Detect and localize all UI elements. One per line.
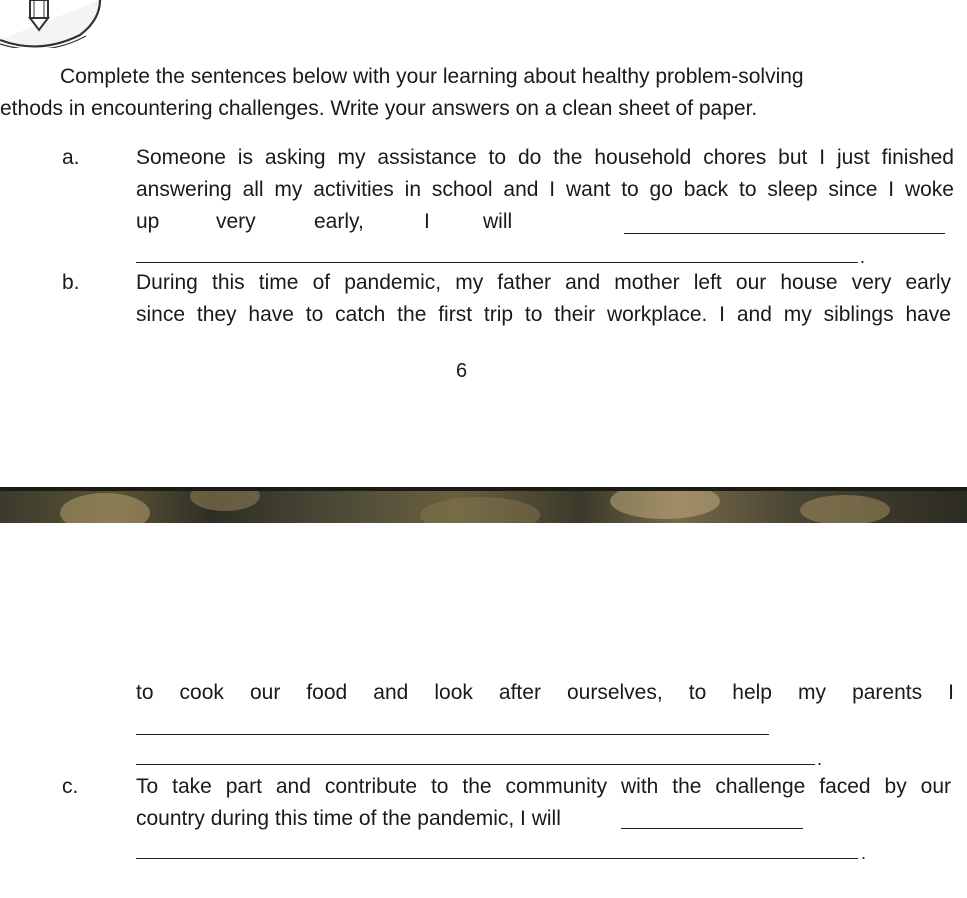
item-a-line-1: Someone is asking my assistance to do the household chores but I just finished	[136, 146, 954, 169]
item-b-continuation: to cook our food and look after ourselves, to help my parents I	[136, 681, 954, 704]
item-a-word-3: early,	[314, 210, 364, 233]
item-a-word-2: very	[216, 210, 256, 233]
item-c-line-1: To take part and contribute to the community with the challenge faced by our	[136, 775, 951, 798]
instruction-line-1: Complete the sentences below with your learning about healthy problem-solving	[60, 65, 804, 88]
item-c-answer-blank-2[interactable]	[136, 858, 858, 859]
item-a-word-1: up	[136, 210, 160, 233]
item-b-answer-blank-1[interactable]	[136, 734, 769, 735]
item-a-word-5: will	[483, 210, 513, 233]
item-c-end-period: .	[861, 843, 867, 863]
item-b-line-2: since they have to catch the first trip to their workplace. I and my siblings have	[136, 303, 951, 326]
page-divider-photo-strip	[0, 487, 967, 523]
instruction-line-2: ethods in encountering challenges. Write your answers on a clean sheet of paper.	[0, 97, 758, 120]
page-number: 6	[456, 360, 468, 382]
item-a-answer-blank-1[interactable]	[624, 233, 945, 234]
item-b-answer-blank-2[interactable]	[136, 764, 815, 765]
item-a-word-4: I	[424, 210, 430, 233]
item-c-line-2: country during this time of the pandemic, I will	[136, 807, 561, 830]
item-c-answer-blank-1[interactable]	[621, 828, 803, 829]
item-b-line-1: During this time of pandemic, my father and mother left our house very early	[136, 271, 951, 294]
item-a-answer-blank-2[interactable]	[136, 262, 858, 263]
item-c-letter: c.	[62, 775, 79, 798]
item-b-end-period: .	[817, 749, 823, 769]
item-a-letter: a.	[62, 146, 80, 169]
item-a-end-period: .	[860, 247, 866, 267]
pencil-badge-icon	[0, 0, 110, 48]
item-b-letter: b.	[62, 271, 80, 294]
item-a-line-2: answering all my activities in school and I want to go back to sleep since I woke	[136, 178, 954, 201]
